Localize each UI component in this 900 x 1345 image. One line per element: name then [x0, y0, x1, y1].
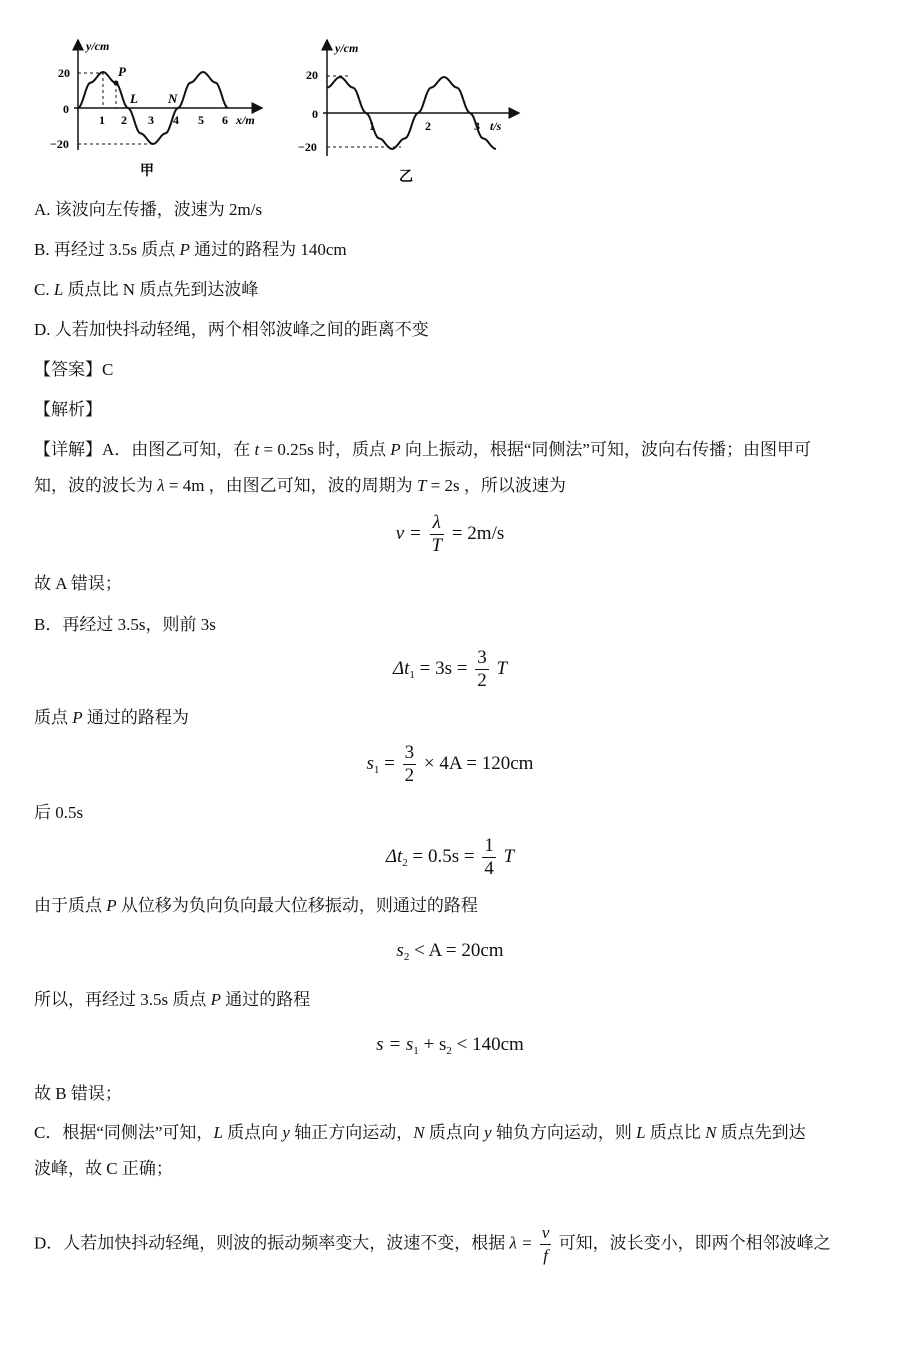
jia-ytick-neg20: −20: [50, 137, 69, 151]
a-conclusion: 故 A 错误；: [34, 574, 122, 593]
equation-s1: $s_1$ = $\frac{3}{2}$ × 4A = 120cm: [366, 742, 534, 786]
jia-xtick-1: 1: [99, 113, 105, 127]
equation-velocity: v = $\frac{\lambda}{T}$ = 2m/s: [395, 512, 505, 556]
b-conclusion: 故 B 错误；: [34, 1084, 122, 1103]
jia-xlabel: x/m: [236, 113, 255, 127]
yi-caption: 乙: [399, 170, 413, 185]
yi-ytick-20: 20: [306, 68, 318, 82]
yi-ylabel: y/cm: [335, 41, 359, 55]
equation-s2: $s_2 < A = 20cm$: [396, 940, 504, 963]
jia-xtick-3: 3: [148, 113, 154, 127]
yi-xtick-3: 3: [474, 119, 480, 133]
jia-label-p: P: [118, 64, 126, 79]
jia-label-n: N: [168, 91, 178, 106]
b-after: 后 0.5s: [34, 803, 84, 822]
yi-ytick-0: 0: [312, 107, 318, 121]
option-c: C. L 质点比 N 质点先到达波峰: [34, 280, 259, 299]
b-so: 所以，再经过 3.5s 质点 P 通过的路程: [34, 990, 311, 1009]
jia-point-p: [114, 81, 119, 86]
b-path: 质点 P 通过的路程为: [34, 708, 189, 727]
yi-xlabel: t/s: [490, 119, 502, 133]
equation-dt1: $\Delta t_1 = 3s$ = $\frac{3}{2}$ T: [392, 647, 508, 691]
detail-a: 【详解】A．由图乙可知，在 t = 0.25s 时，质点 P 向上振动，根据“同侧法”可知，波向右传播；由图甲可 知，波的波长为 λ = 4m ，由图乙可知，波的周期为 T = 2s ，所以波速为: [34, 440, 811, 495]
jia-xtick-2: 2: [121, 113, 127, 127]
jia-ytick-0: 0: [63, 102, 69, 116]
jia-xtick-6: 6: [222, 113, 228, 127]
jia-ylabel: y/cm: [86, 39, 110, 53]
jia-label-l: L: [130, 91, 138, 106]
option-b: B. 再经过 3.5s 质点 P 通过的路程为 140cm: [34, 240, 347, 259]
detail-d: D．人若加快抖动轻绳，则波的振动频率变大，波速不变，根据 λ = $\frac{v}{f}$ 可知，波长变小，即两个相邻波峰之: [34, 1223, 831, 1265]
jia-ytick-20: 20: [58, 66, 70, 80]
jia-caption: 甲: [140, 164, 154, 179]
equation-s: $s = s_1 + s_2 < 140cm$: [376, 1034, 524, 1057]
yi-xtick-1: 1: [369, 119, 375, 133]
b-due: 由于质点 P 从位移为负向负向最大位移振动，则通过的路程: [34, 896, 478, 915]
graph-jia: [50, 39, 262, 179]
option-d: D. 人若加快抖动轻绳，两个相邻波峰之间的距离不变: [34, 320, 429, 339]
figures: [0, 0, 900, 195]
b-intro: B．再经过 3.5s，则前 3s: [34, 615, 216, 634]
answer: 【答案】C: [34, 360, 114, 379]
yi-ytick-neg20: −20: [298, 140, 317, 154]
graph-yi: [298, 40, 519, 185]
analysis-label: 【解析】: [34, 400, 102, 419]
wave-graphs: [0, 0, 900, 195]
option-a: A. 该波向左传播，波速为 2m/s: [34, 200, 263, 219]
detail-c: C．根据“同侧法”可知，L 质点向 y 轴正方向运动，N 质点向 y 轴负方向运动，则 L 质点比 N 质点先到达 波峰，故 C 正确；: [34, 1123, 806, 1178]
jia-xtick-5: 5: [198, 113, 204, 127]
yi-xtick-2: 2: [425, 119, 431, 133]
jia-xtick-4: 4: [173, 113, 179, 127]
equation-dt2: $\Delta t_2 = 0.5s$ = $\frac{1}{4}$ T: [385, 835, 515, 879]
